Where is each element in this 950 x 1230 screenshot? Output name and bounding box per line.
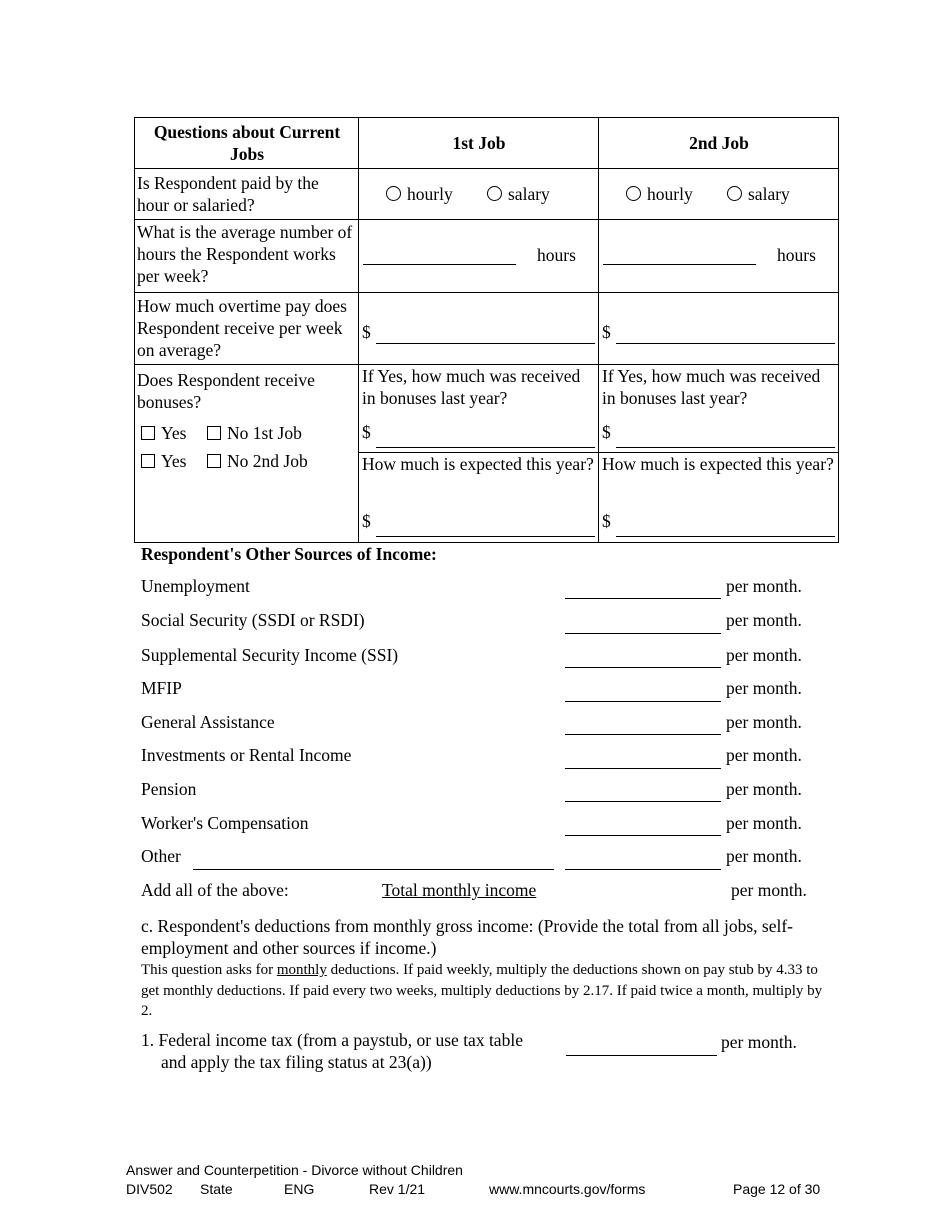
job1-bonus-this-year-currency: $ <box>362 511 371 531</box>
income-label-unemployment: Unemployment <box>141 576 250 596</box>
bonus-no-job1[interactable]: No 1st Job <box>207 422 302 444</box>
income-label-social-security: Social Security (SSDI or RSDI) <box>141 610 365 630</box>
footer-url[interactable]: www.mncourts.gov/forms <box>489 1181 646 1197</box>
income-label-mfip: MFIP <box>141 678 182 698</box>
job1-bonus-last-year-field[interactable] <box>376 447 595 448</box>
general-assistance-field[interactable] <box>565 734 721 735</box>
job2-bonus-last-year-currency: $ <box>602 422 611 442</box>
income-label-workers-comp: Worker's Compensation <box>141 813 309 833</box>
footer-jurisdiction: State <box>200 1181 233 1197</box>
job1-hours-field[interactable] <box>363 264 516 265</box>
job2-bonus-this-year-field[interactable] <box>616 536 835 537</box>
job2-hours-field[interactable] <box>603 264 756 265</box>
mfip-field[interactable] <box>565 701 721 702</box>
checkbox[interactable] <box>207 426 221 440</box>
ssi-field[interactable] <box>565 667 721 668</box>
job2-overtime-currency: $ <box>602 322 611 342</box>
current-jobs-table <box>134 117 839 543</box>
other-amount-field[interactable] <box>565 869 721 870</box>
column-divider <box>358 118 359 542</box>
column-divider <box>598 118 599 542</box>
federal-tax-label-line1: 1. Federal income tax (from a paystub, or use tax table <box>141 1030 523 1050</box>
checkbox[interactable] <box>141 454 155 468</box>
income-label-general-assistance: General Assistance <box>141 712 275 732</box>
income-label-investments: Investments or Rental Income <box>141 745 352 765</box>
workers-comp-field[interactable] <box>565 835 721 836</box>
job2-bonus-this-year-question: How much is expected this year? <box>602 454 834 474</box>
per-month-label: per month. <box>726 846 802 866</box>
per-month-label: per month. <box>726 712 802 732</box>
income-label-other: Other <box>141 846 181 866</box>
investments-field[interactable] <box>565 768 721 769</box>
checkbox[interactable] <box>207 454 221 468</box>
job2-salary-option[interactable]: salary <box>727 183 790 205</box>
job2-hourly-option[interactable]: hourly <box>626 183 693 205</box>
job2-bonus-this-year-currency: $ <box>602 511 611 531</box>
footer-page-number: Page 12 of 30 <box>733 1181 821 1197</box>
federal-tax-label-line2: and apply the tax filing status at 23(a)) <box>161 1052 432 1072</box>
per-month-label: per month. <box>726 745 802 765</box>
job2-hours-unit: hours <box>777 245 816 265</box>
footer-form-code: DIV502 <box>126 1181 173 1197</box>
job1-bonus-last-year-question: If Yes, how much was received in bonuses last year? <box>362 366 581 408</box>
income-label-pension: Pension <box>141 779 197 799</box>
social-security-field[interactable] <box>565 633 721 634</box>
radio-button[interactable] <box>487 186 502 201</box>
radio-button[interactable] <box>386 186 401 201</box>
row-divider <box>135 168 838 169</box>
bonus-yes-job2[interactable]: Yes <box>141 450 186 472</box>
job2-bonus-last-year-field[interactable] <box>616 447 835 448</box>
pension-field[interactable] <box>565 801 721 802</box>
per-month-label: per month. <box>726 645 802 665</box>
deductions-note: This question asks for monthly deductions. If paid weekly, multiply the deductions shown on pay stub by 4.33 to get monthly deductions. If paid every two weeks, multiply deductions by 2.17. If paid twice a month, multiply by 2. <box>141 962 823 1019</box>
job1-overtime-currency: $ <box>362 322 371 342</box>
row-divider <box>135 219 838 220</box>
radio-button[interactable] <box>727 186 742 201</box>
bonus-no-job2[interactable]: No 2nd Job <box>207 450 308 472</box>
job1-hourly-option[interactable]: hourly <box>386 183 453 205</box>
radio-button[interactable] <box>626 186 641 201</box>
per-month-label: per month. <box>726 678 802 698</box>
job1-bonus-this-year-field[interactable] <box>376 536 595 537</box>
pay-type-question: Is Respondent paid by the hour or salaried? <box>137 173 319 215</box>
income-label-ssi: Supplemental Security Income (SSI) <box>141 645 399 665</box>
job1-bonus-this-year-question: How much is expected this year? <box>362 454 594 474</box>
bonuses-question: Does Respondent receive bonuses? <box>137 370 315 412</box>
per-month-label: per month. <box>726 576 802 596</box>
per-month-label: per month. <box>731 880 807 900</box>
footer-form-title: Answer and Counterpetition - Divorce without Children <box>126 1162 463 1178</box>
unemployment-field[interactable] <box>565 598 721 599</box>
deductions-heading: c. Respondent's deductions from monthly gross income: (Provide the total from all jobs, self-employment and other sources if income.) <box>141 916 794 958</box>
job1-hours-unit: hours <box>537 245 576 265</box>
job1-overtime-field[interactable] <box>376 343 595 344</box>
header-2nd-job: 2nd Job <box>689 133 749 153</box>
total-label: Add all of the above: <box>141 880 289 900</box>
federal-tax-field[interactable] <box>566 1055 717 1056</box>
per-month-label: per month. <box>726 610 802 630</box>
footer-language: ENG <box>284 1181 315 1197</box>
footer-revision: Rev 1/21 <box>369 1181 426 1197</box>
job1-bonus-last-year-currency: $ <box>362 422 371 442</box>
job2-overtime-field[interactable] <box>616 343 835 344</box>
total-monthly-income-label: Total monthly income <box>382 880 537 900</box>
other-description-field[interactable] <box>193 869 554 870</box>
per-month-label: per month. <box>721 1032 797 1052</box>
per-month-label: per month. <box>726 779 802 799</box>
hours-question: What is the average number of hours the Respondent works per week? <box>137 222 353 286</box>
header-1st-job: 1st Job <box>452 133 506 153</box>
other-income-title: Respondent's Other Sources of Income: <box>141 544 437 564</box>
bonus-yes-job1[interactable]: Yes <box>141 422 186 444</box>
overtime-question: How much overtime pay does Respondent receive per week on average? <box>137 296 347 360</box>
row-divider <box>135 292 838 293</box>
job2-bonus-last-year-question: If Yes, how much was received in bonuses last year? <box>602 366 821 408</box>
checkbox[interactable] <box>141 426 155 440</box>
per-month-label: per month. <box>726 813 802 833</box>
header-questions: Questions about Current Jobs <box>153 122 341 164</box>
job1-salary-option[interactable]: salary <box>487 183 550 205</box>
